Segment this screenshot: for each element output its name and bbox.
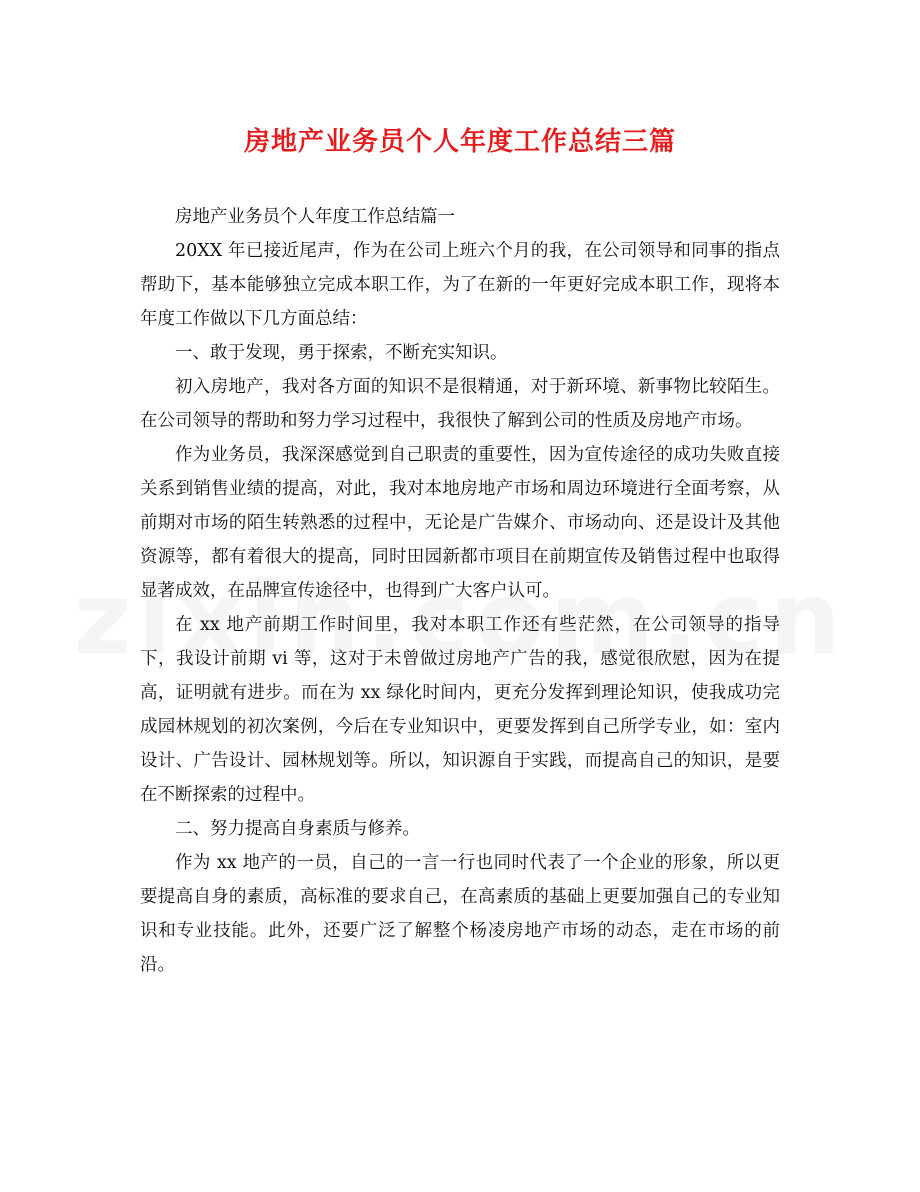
- subheading: 一、敢于发现，勇于探索，不断充实知识。: [175, 343, 508, 363]
- paragraph: 20XX 年已接近尾声，作为在公司上班六个月的我，在公司领导和同事的指点帮助下，基本能够独立完成本职工作，为了在新的一年更好完成本职工作，现将本年度工作做以下几方面总结：: [140, 241, 780, 329]
- document-title: 房地产业务员个人年度工作总结三篇: [243, 127, 676, 157]
- paragraph: 作为业务员，我深深感觉到自己职责的重要性，因为宣传途径的成功失败直接关系到销售业绩的提高，对此，我对本地房地产市场和周边环境进行全面考察，从前期对市场的陌生转熟悉的过程中，无论是广告媒介、市场动向、还是设计及其他资源等，都有着很大的提高，同时田园新都市项目在前期宣传及销售过程中也取得显著成效，在品牌宣传途径中，也得到广大客户认可。: [140, 445, 780, 601]
- paragraph: 在 xx 地产前期工作时间里，我对本职工作还有些茫然，在公司领导的指导下，我设计前期 vi 等，这对于未曾做过房地产广告的我，感觉很欣慰，因为在提高，证明就有进步。而在为 xx 绿化时间内，更充分发挥到理论知识，使我成功完成园林规划的初次案例，今后在专业知识中，更要发挥到自己所学专业，如：室内设计、广告设计、园林规划等。所以，知识源自于实践，而提高自己的知识，是要在不断探索的过程中。: [140, 615, 780, 805]
- paragraph: 初入房地产，我对各方面的知识不是很精通，对于新环境、新事物比较陌生。在公司领导的帮助和努力学习过程中，我很快了解到公司的性质及房地产市场。: [140, 377, 780, 431]
- paragraph: 作为 xx 地产的一员，自己的一言一行也同时代表了一个企业的形象，所以更要提高自身的素质，高标准的要求自己，在高素质的基础上更要加强自己的专业知识和专业技能。此外，还要广泛了解整个杨凌房地产市场的动态，走在市场的前沿。: [140, 853, 780, 975]
- subheading: 二、努力提高自身素质与修养。: [175, 819, 420, 839]
- section-heading: 房地产业务员个人年度工作总结篇一: [175, 207, 455, 227]
- document-body: [140, 200, 780, 982]
